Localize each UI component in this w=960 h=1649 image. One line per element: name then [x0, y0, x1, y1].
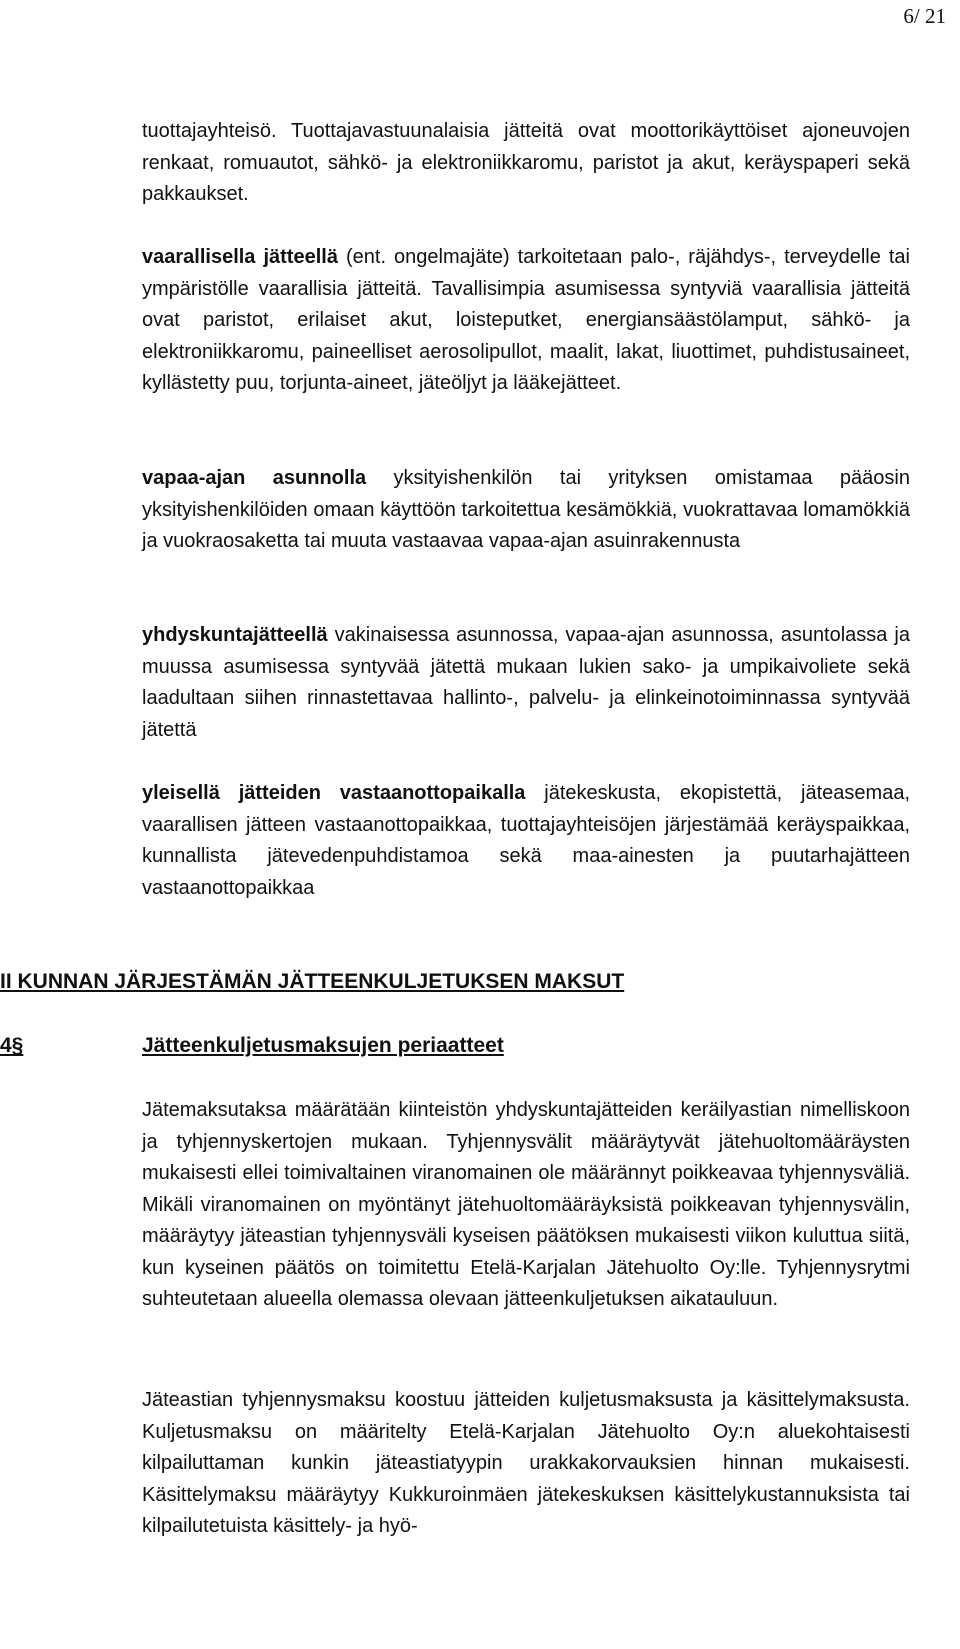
definition-text: jätekeskusta, ekopistettä, jäteasemaa, vaarallisen jätteen vastaanottopaikkaa, tuottajayhteisöjen järjestämää keräyspaikkaa, kunnallista jätevedenpuhdistamoa sekä maa-ainesten ja puutarhajätteen vastaanottopaikkaa	[142, 782, 910, 899]
definition-text: vakinaisessa asunnossa, vapaa-ajan asunnossa, asuntolassa ja muussa asumisessa syntyvää jätettä mukaan lukien sako- ja umpikaivoliete sekä laadultaan siihen rinnastettavaa hallinto-, palvelu- ja elinkeinotoiminnassa syntyvää jätettä	[142, 624, 910, 741]
body-paragraph: Jätemaksutaksa määrätään kiinteistön yhdyskuntajätteiden keräilyastian nimelliskoon ja tyhjennyskertojen mukaan. Tyhjennysvälit määräytyvät jätehuoltomääräysten mukaisesti ellei toimivaltainen viranomainen ole määrännyt poikkeavaa tyhjennysväliä. Mikäli viranomainen on myöntänyt jätehuoltomääräyksistä poikkeavan tyhjennysvälin, määräytyy jäteastian tyhjennysväli kyseisen päätöksen mukaisesti viikon kuluttua siitä, kun kyseinen päätös on toimitettu Etelä-Karjalan Jätehuolto Oy:lle. Tyhjennysrytmi suhteutetaan alueella olemassa olevaan jätteenkuljetuksen aikatauluun.	[142, 1099, 910, 1310]
definition-holiday-residence	[142, 463, 910, 558]
definition-term: vaarallisella jätteellä	[142, 246, 338, 268]
page-number: 6/ 21	[903, 4, 946, 28]
subsection-title: Jätteenkuljetusmaksujen periaatteet	[142, 1034, 504, 1057]
definition-text: (ent. ongelmajäte) tarkoitetaan palo-, räjähdys-, terveydelle tai ympäristölle vaarallisia jätteitä. Tavallisimpia asumisessa syntyviä vaarallisia jätteitä ovat paristot, erilaiset akut, loisteputket, energiansäästölamput, sähkö- ja elektroniikkaromu, paineelliset aerosolipullot, maalit, lakat, liuottimet, puhdistusaineet, kyllästetty puu, torjunta-aineet, jäteöljyt ja lääkejätteet.	[142, 246, 910, 394]
definition-term: yhdyskuntajätteellä	[142, 624, 328, 646]
subsection-number: 4§	[0, 1034, 24, 1057]
paragraph-text: tuottajayhteisö. Tuottajavastuunalaisia jätteitä ovat moottorikäyttöiset ajoneuvojen renkaat, romuautot, sähkö- ja elektroniikkaromu, paristot ja akut, keräyspaperi sekä pakkaukset.	[142, 120, 910, 205]
definition-hazardous-waste	[142, 242, 910, 400]
definition-term: vapaa-ajan asunnolla	[142, 467, 367, 489]
body-paragraph: Jäteastian tyhjennysmaksu koostuu jätteiden kuljetusmaksusta ja käsittelymaksusta. Kuljetusmaksu on määritelty Etelä-Karjalan Jätehuolto Oy:n aluekohtaisesti kilpailuttaman kunkin jäteastiatyypin urakkakorvauksien hinnan mukaisesti. Käsittelymaksu määräytyy Kukkuroinmäen jätekeskuksen käsittelykustannuksista tai kilpailutetuista käsittely- ja hyö-	[142, 1389, 910, 1537]
paragraph-continuation	[142, 116, 910, 211]
section-heading: II KUNNAN JÄRJESTÄMÄN JÄTTEENKULJETUKSEN MAKSUT	[0, 970, 625, 993]
definition-public-waste-reception	[142, 778, 910, 904]
definition-municipal-waste	[142, 620, 910, 746]
definition-term: yleisellä jätteiden vastaanottopaikalla	[142, 782, 526, 804]
definition-text: yksityishenkilön tai yrityksen omistamaa pääosin yksityishenkilöiden omaan käyttöön tarkoitettua kesämökkiä, vuokrattavaa lomamökkiä ja vuokraosaketta tai muuta vastaavaa vapaa-ajan asuinrakennusta	[142, 467, 910, 552]
